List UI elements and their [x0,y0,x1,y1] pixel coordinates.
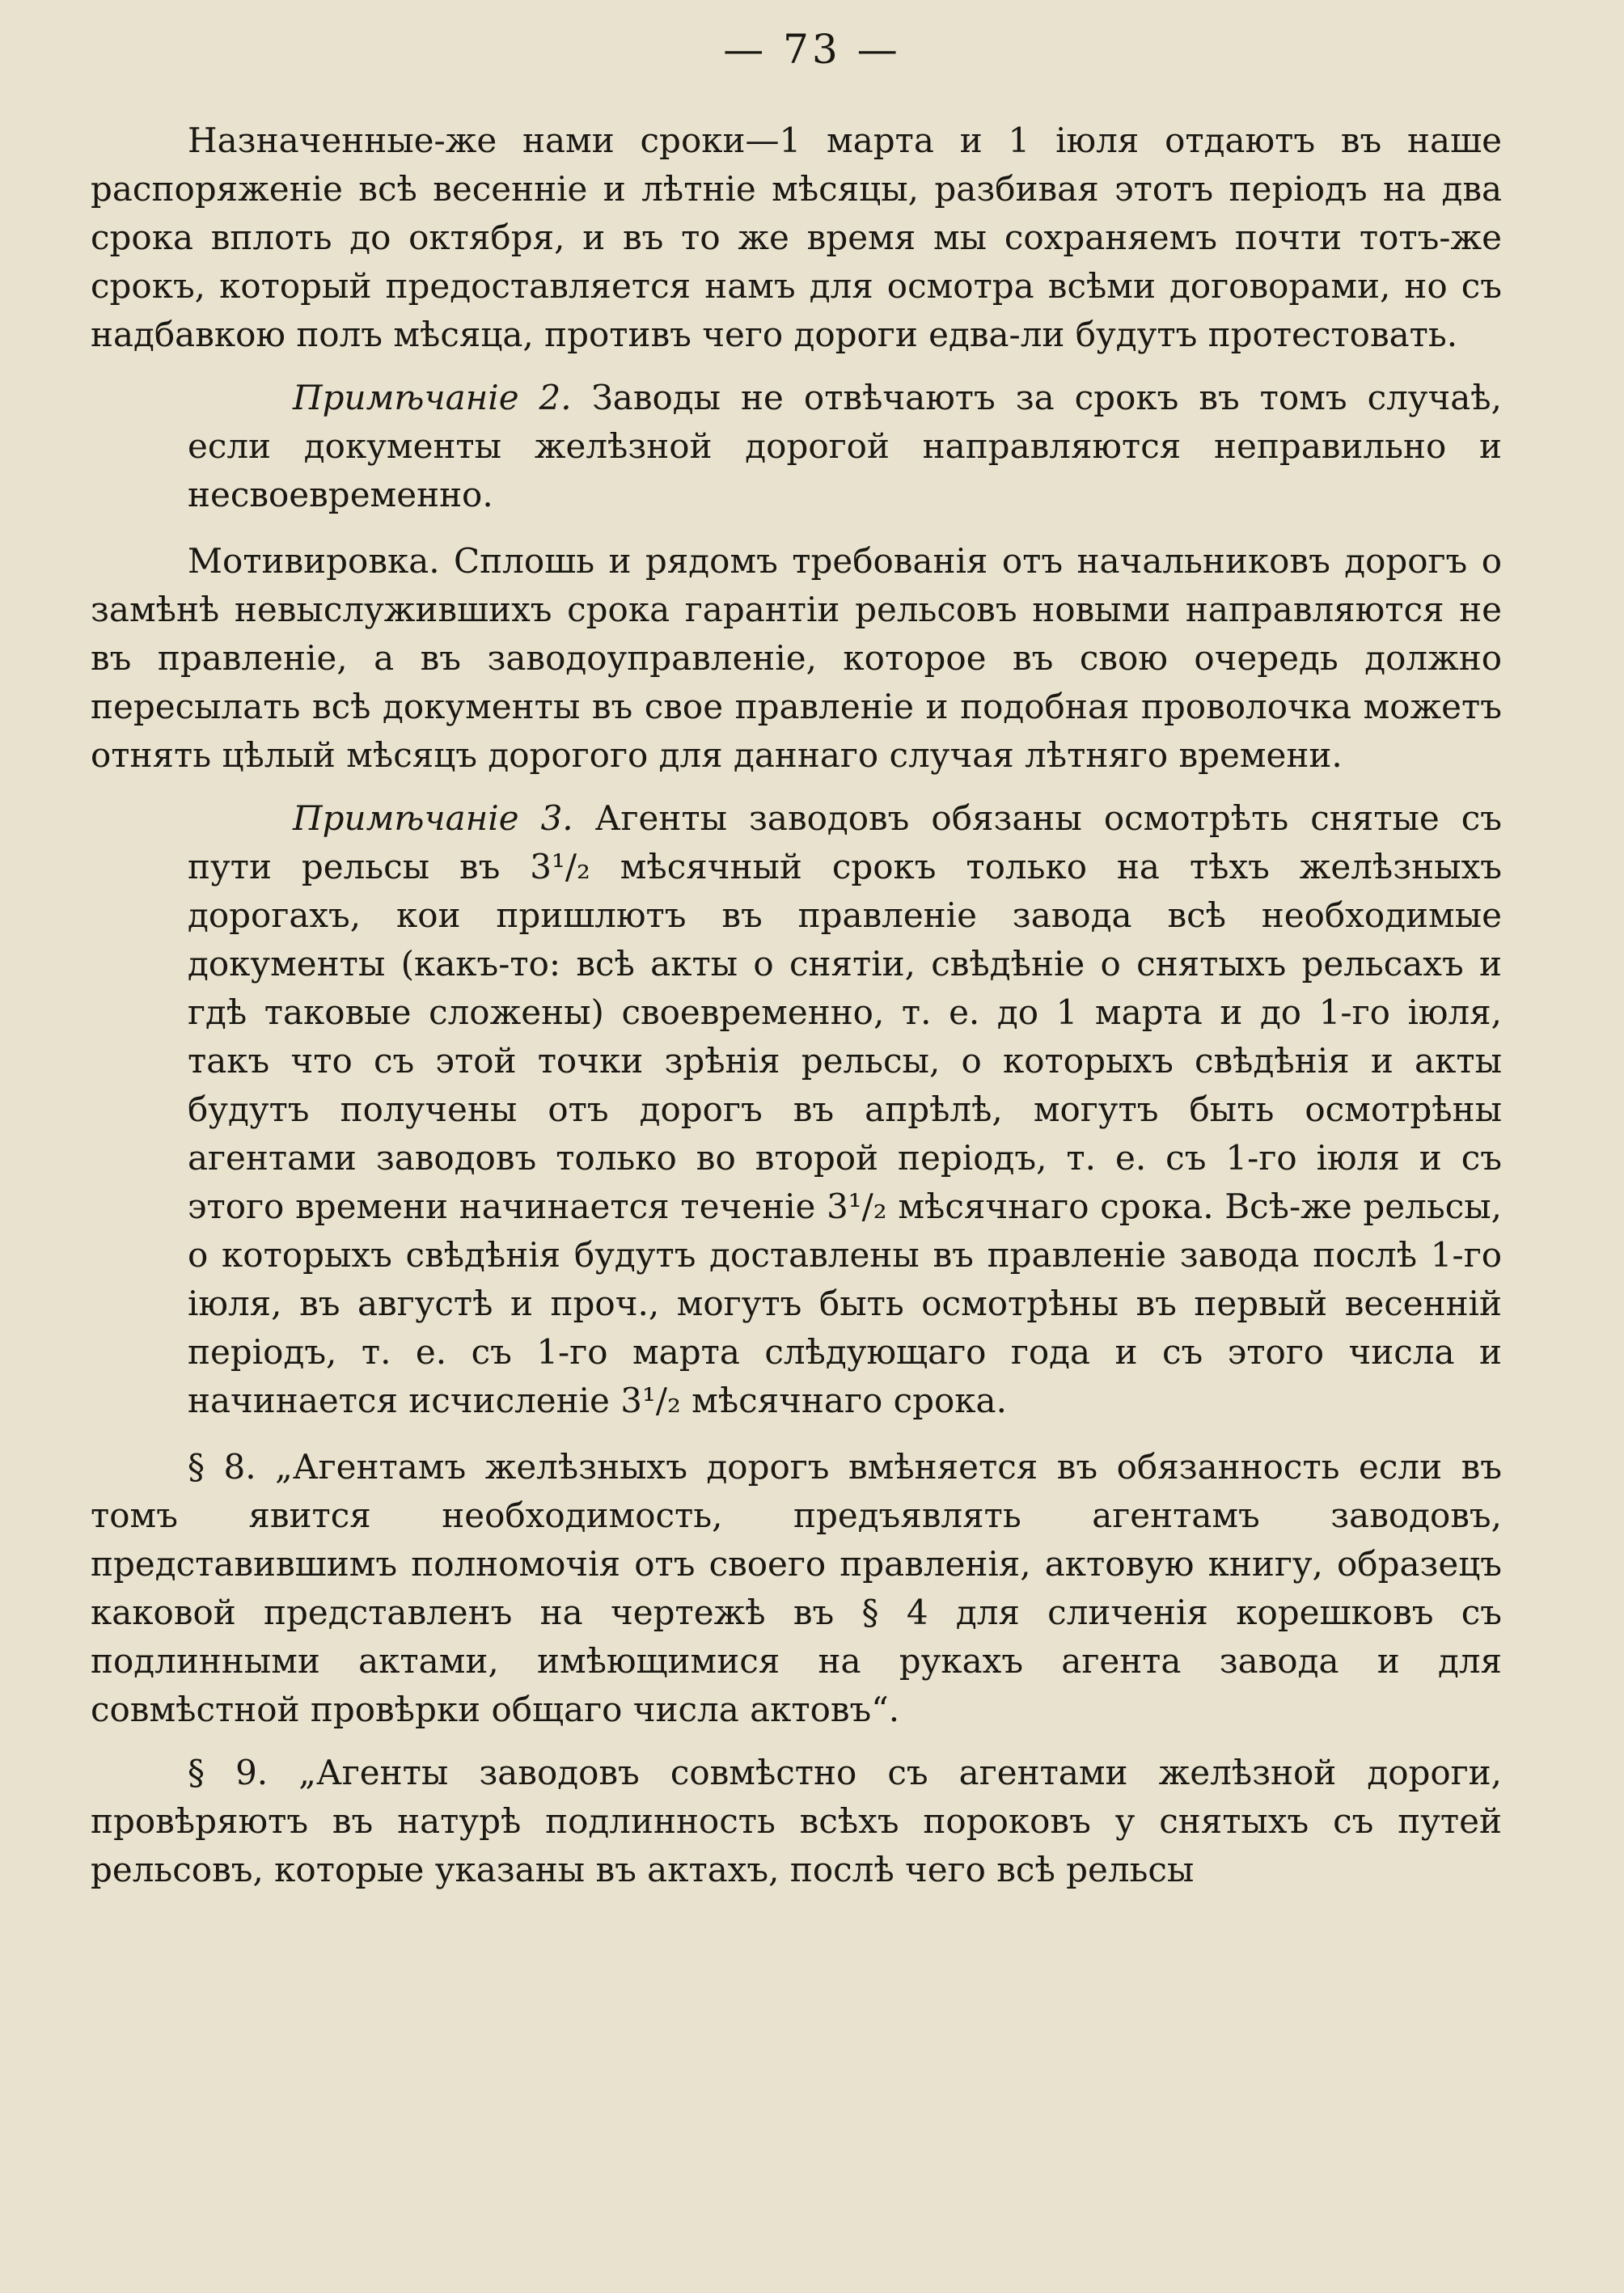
note-3 [91,794,1502,1425]
section-9: § 9. „Агенты заводовъ совмѣстно съ агентами желѣзной дороги, провѣряютъ въ натурѣ подлинность всѣхъ пороковъ у снятыхъ съ путей рельсовъ, которые указаны въ актахъ, послѣ чего всѣ рельсы [91,1753,1502,1889]
note-2-text: Заводы не отвѣчаютъ за срокъ въ томъ случаѣ, если документы желѣзной дорогой направляются неправильно и несвоевременно. [188,378,1502,514]
section-8: § 8. „Агентамъ желѣзныхъ дорогъ вмѣняется въ обязанность если въ томъ явится необходимость, предъявлять агентамъ заводовъ, представившимъ полномочія отъ своего правленія, актовую книгу, образецъ каковой представленъ на чертежѣ въ § 4 для сличенія корешковъ съ подлинными актами, имѣющимися на рукахъ агента завода и для совмѣстной провѣрки общаго числа актовъ“. [91,1447,1502,1729]
paragraph-motivation: Мотивировка. Сплошь и рядомъ требованія отъ начальниковъ дорогъ о замѣнѣ невыслужившихъ срока гарантіи рельсовъ новыми направляются не въ правленіе, а въ заводоуправленіе, которое въ свою очередь должно пересылать всѣ документы въ свое правленіе и подобная проволочка можетъ отнять цѣлый мѣсяцъ дорогого для даннаго случая лѣтняго времени. [91,541,1502,775]
note-3-label: Примѣчаніе 3. [293,798,573,838]
page-text [91,116,1502,1909]
note-2 [91,374,1502,519]
note-3-text: Агенты заводовъ обязаны осмотрѣть снятые съ пути рельсы въ 3¹/₂ мѣсячный срокъ только на тѣхъ желѣзныхъ дорогахъ, кои пришлютъ въ правленіе завода всѣ необходимые документы (какъ-то: всѣ акты о снятіи, свѣдѣніе о снятыхъ рельсахъ и гдѣ таковые сложены) своевременно, т. е. до 1 марта и до 1-го іюля, такъ что съ этой точки зрѣнія рельсы, о которыхъ свѣдѣнія и акты будутъ получены отъ дорогъ въ апрѣлѣ, могутъ быть осмотрѣны агентами заводовъ только во второй періодъ, т. е. съ 1-го іюля и съ этого времени начинается теченіе 3¹/₂ мѣсячнаго срока. Всѣ-же рельсы, о которыхъ свѣдѣнія будутъ доставлены въ правленіе завода послѣ 1-го іюля, въ августѣ и проч., могутъ быть осмотрѣны въ первый весенній періодъ, т. е. съ 1-го марта слѣдующаго года и съ этого числа и начинается исчисленіе 3¹/₂ мѣсячнаго срока. [188,798,1502,1420]
page-number: — 73 — [723,26,901,73]
paragraph-deadlines: Назначенные-же нами сроки—1 марта и 1 іюля отдаютъ въ наше распоряженіе всѣ весенніе и лѣтніе мѣсяцы, разбивая этотъ періодъ на два срока вплоть до октября, и въ то же время мы сохраняемъ почти тотъ-же срокъ, который предоставляется намъ для осмотра всѣми договорами, но съ надбавкою полъ мѣсяца, противъ чего дороги едва-ли будутъ протестовать. [91,121,1502,354]
note-2-label: Примѣчаніе 2. [293,378,572,417]
